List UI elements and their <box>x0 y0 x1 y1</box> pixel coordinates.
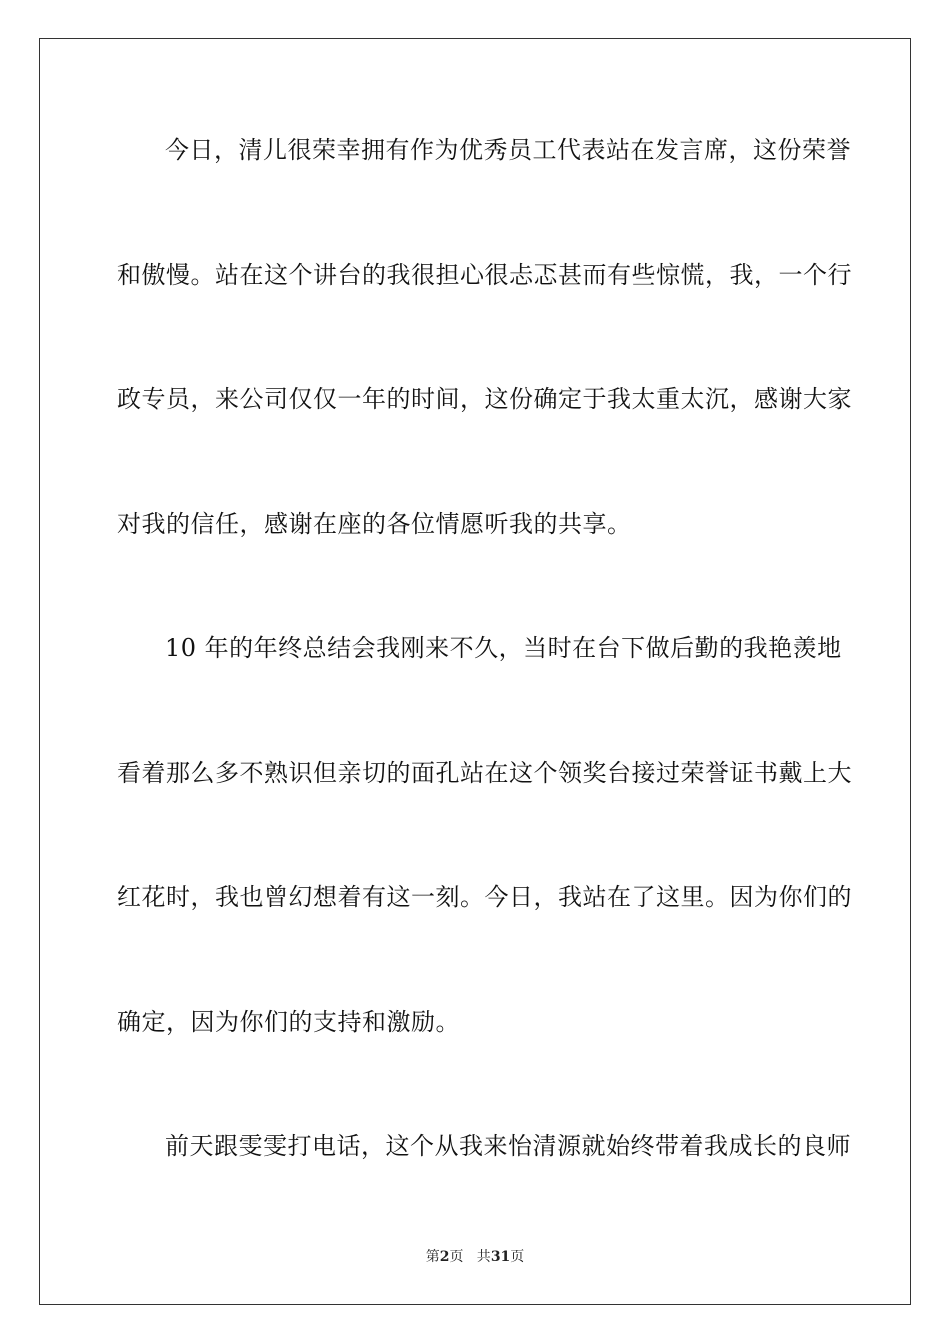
text-line-3: 政专员，来公司仅仅一年的时间，这份确定于我太重太沉，感谢大家 <box>117 385 852 413</box>
text-line-6: 看着那么多不熟识但亲切的面孔站在这个领奖台接过荣誉证书戴上大 <box>117 759 852 787</box>
text-line-9: 前天跟雯雯打电话，这个从我来怡清源就始终带着我成长的良师 <box>165 1132 851 1160</box>
footer-suffix: 页 <box>510 1249 525 1265</box>
footer-total-pages: 31 <box>490 1249 511 1265</box>
text-line-7: 红花时，我也曾幻想着有这一刻。今日，我站在了这里。因为你们的 <box>117 883 852 911</box>
footer-prefix: 第 <box>425 1249 440 1265</box>
footer-page-number: 2 <box>439 1249 450 1265</box>
text-line-5: 10 年的年终总结会我刚来不久，当时在台下做后勤的我艳羡地 <box>165 634 842 662</box>
page-footer <box>0 1248 950 1266</box>
footer-middle: 页 共 <box>449 1249 491 1265</box>
text-line-1: 今日，清儿很荣幸拥有作为优秀员工代表站在发言席，这份荣誉 <box>165 136 851 164</box>
page-border <box>39 38 911 1305</box>
text-line-2: 和傲慢。站在这个讲台的我很担心很忐忑甚而有些惊慌，我，一个行 <box>117 261 852 289</box>
text-line-8: 确定，因为你们的支持和激励。 <box>117 1008 460 1036</box>
text-line-4: 对我的信任，感谢在座的各位情愿听我的共享。 <box>117 510 632 538</box>
